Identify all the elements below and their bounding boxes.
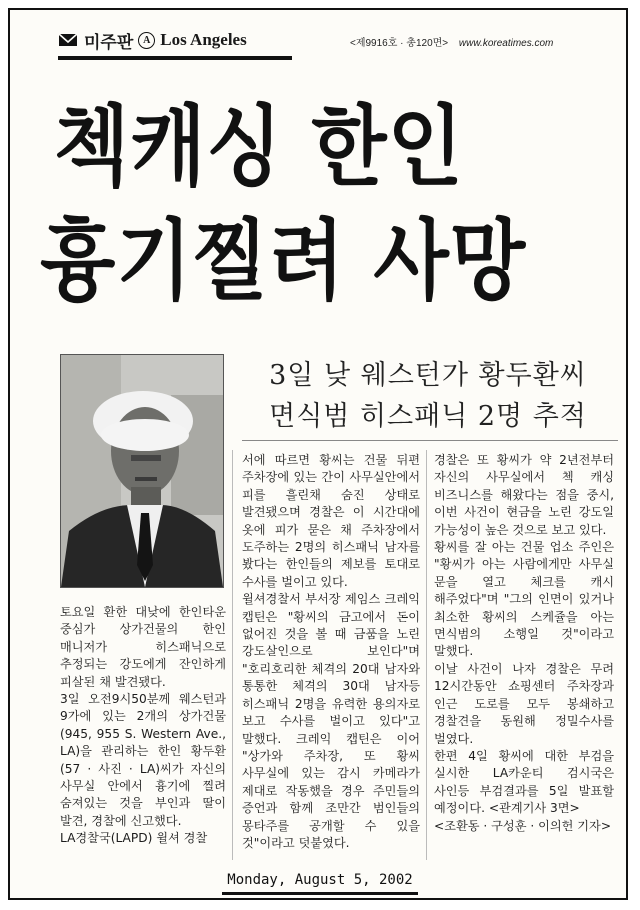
article-column-2: 서에 따르면 황씨는 건물 뒤편 주차장에 있는 간이 사무실안에서 피를 흘린채 숨진 상태로 발견됐으며 경찰은 이 시간대에 옷에 피가 묻은 채 주차장에서 도주하는 2명의 히스패닉 남자를 봤다는 한인들의 제보를 토대로 수사를 벌이고 있다. 윌셔경찰서 부서장 제임스 크레익 캡틴은 "황씨의 금고에서 돈이 없어진 것을 볼 때 금품을 노린 강도살인으로 보인다"며 "호리호리한 체격의 20대 남자와 통통한 체격의 30대 남자등 히스패닉 2명을 유력한 용의자로 보고 수사를 벌이고 있다"고 말했다. 크레익 캡틴은 이어 "상가와 주차장, 또 황씨 사무실에 있는 감시 카메라가 제대로 작동했을 경우 주민들의 증언과 함께 조만간 범인들의 몽타주를 공개할 수 있을 것"이라고 덧붙였다. — [242, 453, 420, 850]
subheadline-line-2: 면식범 히스패닉 2명 추적 — [269, 401, 587, 432]
headline-line-2: 흉기찔려 사망 — [40, 211, 527, 313]
envelope-icon — [58, 32, 78, 48]
portrait-image — [61, 355, 223, 587]
circled-letter-icon: A — [138, 32, 155, 49]
publication-date: Monday, August 5, 2002 — [227, 872, 413, 888]
edition-label: 미주판 — [84, 32, 134, 52]
subheadline-line-1: 3일 낮 웨스턴가 황두환씨 — [269, 360, 587, 391]
column-divider — [426, 450, 427, 860]
victim-photo — [60, 354, 224, 588]
issue-number: <제9916호 · 총120면> — [350, 38, 449, 49]
headline-line-1: 첵캐싱 한인 — [54, 97, 464, 199]
masthead — [58, 24, 292, 56]
date-rule — [222, 892, 418, 895]
newspaper-clipping — [8, 8, 628, 900]
issue-info — [350, 34, 620, 49]
website-url: www.koreatimes.com — [458, 38, 554, 49]
column-divider — [232, 450, 233, 860]
article-column-3: 경찰은 또 황씨가 약 2년전부터 자신의 사무실에서 첵 캐싱 비즈니스를 해왔다는 점을 중시, 이번 사건이 현금을 노린 강도일 가능성이 높은 것으로 보고 있다. 황씨를 잘 아는 건물 업소 주인은 "황씨가 아는 사람에게만 사무실 문을 열고 체크를 캐시 해주었다"며 "그의 인면이 있거나 최소한 황씨의 스케쥴을 아는 면식범의 소행일 것"이라고 말했다. 이날 사건이 나자 경찰은 무려 12시간동안 쇼핑센터 주차장과 인근 도로를 모두 봉쇄하고 경찰견을 동원해 정밀수사를 벌였다. 한편 4일 황씨에 대한 부검을 실시한 LA카운티 검시국은 사인등 부검결과를 5일 발표할 예정이다. <관계기사 3면> <조환동 · 구성훈 · 이의헌 기자> — [434, 453, 614, 833]
city-label: Los Angeles — [160, 30, 247, 49]
subheadline-rule — [242, 440, 618, 441]
article-column-1: 토요일 환한 대낮에 한인타운 중심가 상가건물의 한인 매니저가 히스패닉으로 추정되는 강도에게 잔인하게 피살된 채 발견됐다. 3일 오전9시50분께 웨스턴과 9가에 있는 2개의 상가건물 (945, 955 S. Western Ave., LA)을 관리하는 한인 황두환 (57 · 사진 · LA)씨가 자신의 사무실 안에서 흉기에 찔려 숨져있는 것을 부인과 딸이 발견, 경찰에 신고했다. LA경찰국(LAPD) 윌셔 경찰 — [60, 605, 226, 846]
masthead-rule — [58, 56, 292, 60]
